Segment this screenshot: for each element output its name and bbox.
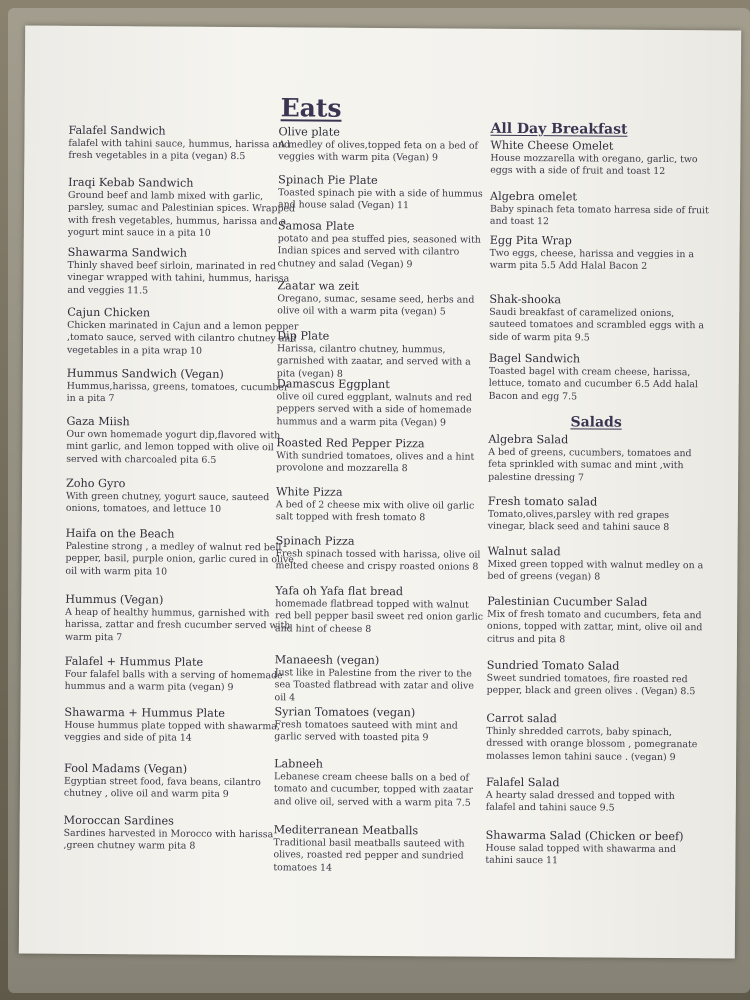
menu-item: [64, 762, 296, 802]
item-name: Samosa Plate: [277, 219, 355, 233]
item-desc: House hummus plate topped with shawarma, veggies and side of pita 14: [64, 719, 280, 745]
menu-item: [488, 495, 708, 535]
item-name: Iraqi Kebab Sandwich: [68, 175, 194, 190]
menu-item: [277, 329, 487, 382]
item-desc: House salad topped with shawarma and tahini sauce 11: [485, 842, 677, 867]
menu-item: [277, 279, 487, 319]
menu-item: [487, 545, 707, 585]
item-name: Yafa oh Yafa flat bread: [275, 584, 404, 599]
menu-item: [65, 527, 297, 580]
item-desc: A bed of 2 cheese mix with olive oil garlic salt topped with fresh tomato 8: [275, 499, 475, 524]
item-desc: olive oil cured eggplant, walnuts and red peppers served with a side of homemade hummus and a warm pita (Vegan) 9: [276, 391, 472, 429]
menu-item: [68, 176, 300, 241]
item-name: Olive plate: [278, 125, 340, 139]
item-desc: Oregano, sumac, sesame seed, herbs and olive oil with a warm pita (vegan) 5: [277, 293, 475, 318]
breakfast-title: All Day Breakfast: [490, 120, 628, 138]
item-name: Walnut salad: [487, 544, 561, 559]
item-name: Hummus (Vegan): [65, 592, 164, 607]
menu-item: [275, 534, 485, 574]
menu-item: [278, 219, 488, 272]
item-desc: Mix of fresh tomato and cucumbers, feta and onions, topped with zattar, mint, olive oil and citrus and pita 8: [486, 608, 703, 646]
item-desc: Our own homemade yogurt dip,flavored with mint garlic, and lemon topped with olive oil served with charcoaled pita 6.5: [66, 428, 281, 466]
item-name: Gaza Miish: [66, 414, 130, 429]
menu-item: [68, 124, 300, 164]
item-desc: Thinly shaved beef sirloin, marinated in red vinegar wrapped with tahini, hummus, harissa and veggies 11.5: [67, 259, 290, 297]
menu-item: [67, 306, 299, 359]
item-desc: Palestine strong , a medley of walnut red bell pepper, basil, purple onion, garlic cured in olive oil with warm pita 10: [65, 540, 294, 578]
menu-item: [486, 712, 706, 765]
menu-item: [276, 485, 486, 525]
item-name: Algebra Salad: [488, 432, 569, 447]
item-name: Egg Pita Wrap: [489, 233, 572, 248]
eats-title: Eats: [280, 93, 342, 123]
item-desc: A bed of greens, cucumbers, tomatoes and feta sprinkled with sumac and mint ,with palestine dressing 7: [488, 446, 692, 484]
item-name: Cajun Chicken: [67, 305, 151, 320]
item-desc: Ground beef and lamb mixed with garlic, parsley, sumac and Palestinian spices. Wrapped with fresh vegetables, hummus, harissa and a yogurt mint sauce in a pita 10: [67, 189, 296, 240]
item-name: Falafel Salad: [485, 775, 560, 790]
menu-page: [19, 26, 741, 959]
item-name: White Cheese Omelet: [490, 138, 614, 153]
item-desc: Mixed green topped with walnut medley on a bed of greens (vegan) 8: [487, 558, 704, 583]
menu-item: [66, 415, 298, 468]
menu-item: [487, 659, 707, 699]
item-desc: Sweet sundried tomatoes, fire roasted red pepper, black and green olives . (Vegan) 8.5: [486, 672, 696, 698]
item-desc: Just like in Palestine from the river to the sea Toasted flatbread with zatar and olive oil 4: [274, 667, 474, 704]
menu-item: [275, 584, 485, 637]
item-desc: falafel with tahini sauce, hummus, harissa and fresh vegetables in a pita (vegan) 8.5: [68, 137, 291, 163]
item-name: Damascus Eggplant: [276, 377, 390, 392]
menu-item: [276, 436, 486, 476]
item-name: Palestinian Cucumber Salad: [487, 594, 648, 609]
item-name: Fool Madams (Vegan): [64, 761, 188, 776]
item-desc: A heap of healthy hummus, garnished with harissa, zattar and fresh cucumber served with warm pita 7: [64, 606, 291, 644]
menu-item: [490, 190, 710, 230]
item-desc: Two eggs, cheese, harissa and veggies in a warm pita 5.5 Add Halal Bacon 2: [489, 247, 694, 273]
item-name: Fresh tomato salad: [487, 494, 598, 509]
menu-item: [490, 234, 710, 274]
item-name: Manaeesh (vegan): [274, 653, 380, 667]
item-name: Spinach Pizza: [275, 534, 355, 548]
menu-item: [64, 706, 296, 746]
item-desc: Saudi breakfast of caramelized onions, sauteed tomatoes and scrambled eggs with a side of warm pita 9.5: [489, 306, 705, 344]
item-desc: homemade flatbread topped with walnut red bell pepper basil sweet red onion garlic and hint of cheese 8: [275, 598, 484, 635]
item-name: Shak-shooka: [489, 292, 562, 307]
item-name: Hummus Sandwich (Vegan): [66, 366, 224, 381]
menu-item: [273, 823, 483, 876]
item-desc: Sardines harvested in Morocco with harissa ,green chutney warm pita 8: [63, 827, 274, 853]
item-name: Sundried Tomato Salad: [486, 658, 620, 673]
menu-item: [63, 814, 295, 854]
item-name: Falafel + Hummus Plate: [64, 654, 204, 669]
menu-item: [489, 293, 709, 346]
item-name: Haifa on the Beach: [65, 526, 175, 541]
item-name: Carrot salad: [486, 711, 558, 726]
item-name: Spinach Pie Plate: [278, 173, 378, 187]
menu-item: [66, 477, 298, 517]
item-desc: A hearty salad dressed and topped with falafel and tahini sauce 9.5: [485, 789, 675, 815]
item-desc: Baby spinach feta tomato harresa side of fruit and toast 12: [489, 203, 709, 228]
item-desc: Chicken marinated in Cajun and a lemon pepper ,tomato sauce, served with cilantro chutney and vegetables in a pita wrap 10: [66, 319, 299, 357]
item-desc: Thinly shredded carrots, baby spinach, dressed with orange blossom , pomegranate molasses lemon tahini sauce . (vegan) 9: [486, 725, 698, 763]
item-name: White Pizza: [275, 485, 343, 499]
salads-title: Salads: [570, 414, 622, 431]
item-name: Syrian Tomatoes (vegan): [274, 705, 416, 720]
item-name: Shawarma Salad (Chicken or beef): [485, 828, 684, 844]
menu-item: [485, 829, 705, 869]
item-name: Zaatar wa zeit: [277, 279, 360, 293]
item-name: Shawarma Sandwich: [67, 245, 188, 260]
menu-item: [487, 595, 707, 648]
menu-item: [276, 377, 486, 430]
item-desc: Four falafel balls with a serving of homemade hummus and a warm pita (vegan) 9: [64, 668, 283, 694]
menu-item: [274, 705, 484, 745]
item-desc: Tomato,olives,parsley with red grapes vinegar, black seed and tahini sauce 8: [487, 508, 670, 534]
menu-item: [67, 367, 299, 407]
menu-item: [67, 246, 299, 299]
item-name: Algebra omelet: [490, 189, 577, 204]
item-desc: Egyptian street food, fava beans, cilantro chutney , olive oil and warm pita 9: [63, 775, 261, 801]
item-name: Mediterranean Meatballs: [273, 823, 419, 838]
item-name: Labneeh: [274, 757, 324, 771]
item-name: Roasted Red Pepper Pizza: [276, 436, 425, 451]
menu-item: [65, 593, 297, 646]
item-desc: Fresh spinach tossed with harissa, olive oil melted cheese and crispy roasted onions 8: [275, 548, 481, 574]
menu-item: [274, 757, 484, 810]
item-desc: House mozzarella with oregano, garlic, two eggs with a side of fruit and toast 12: [490, 152, 698, 178]
item-name: Shawarma + Hummus Plate: [64, 705, 225, 720]
item-desc: Toasted bagel with cream cheese, harissa, lettuce, tomato and cucumber 6.5 Add halal Bacon and egg 7.5: [488, 365, 698, 403]
menu-item: [486, 776, 706, 816]
item-desc: With green chutney, yogurt sauce, sauteed onions, tomatoes, and lettuce 10: [65, 490, 270, 516]
item-name: Dip Plate: [277, 329, 330, 343]
item-desc: With sundried tomatoes, olives and a hint provolone and mozzarella 8: [276, 450, 475, 475]
menu-item: [278, 125, 488, 165]
menu-item: [65, 655, 297, 695]
item-desc: Lebanese cream cheese balls on a bed of tomato and cucumber, topped with zaatar and olive oil, served with a warm pita 7.5: [273, 771, 473, 809]
item-name: Falafel Sandwich: [68, 123, 166, 138]
menu-item: [275, 653, 485, 706]
menu-item: [490, 139, 710, 179]
item-desc: potato and pea stuffed pies, seasoned with Indian spices and served with cilantro chutney and salad (Vegan) 9: [277, 233, 481, 271]
item-desc: Hummus,harissa, greens, tomatoes, cucumber in a pita 7: [66, 380, 289, 405]
item-desc: Harissa, cilantro chutney, hummus, garnished with zaatar, and served with a pita (vegan) 8: [276, 343, 471, 380]
item-desc: Traditional basil meatballs sauteed with olives, roasted red pepper and sundried tomatoes 14: [273, 837, 465, 874]
menu-item: [489, 352, 709, 405]
item-name: Moroccan Sardines: [63, 813, 174, 828]
menu-item: [278, 173, 488, 213]
item-desc: Toasted spinach pie with a side of hummus and house salad (Vegan) 11: [277, 187, 483, 212]
menu-item: [488, 433, 708, 486]
item-desc: Fresh tomatoes sauteed with mint and garlic served with toasted pita 9: [274, 719, 458, 744]
item-name: Zoho Gyro: [66, 476, 126, 491]
item-name: Bagel Sandwich: [488, 351, 581, 366]
item-desc: A medley of olives,topped feta on a bed of veggies with warm pita (Vegan) 9: [278, 139, 479, 164]
